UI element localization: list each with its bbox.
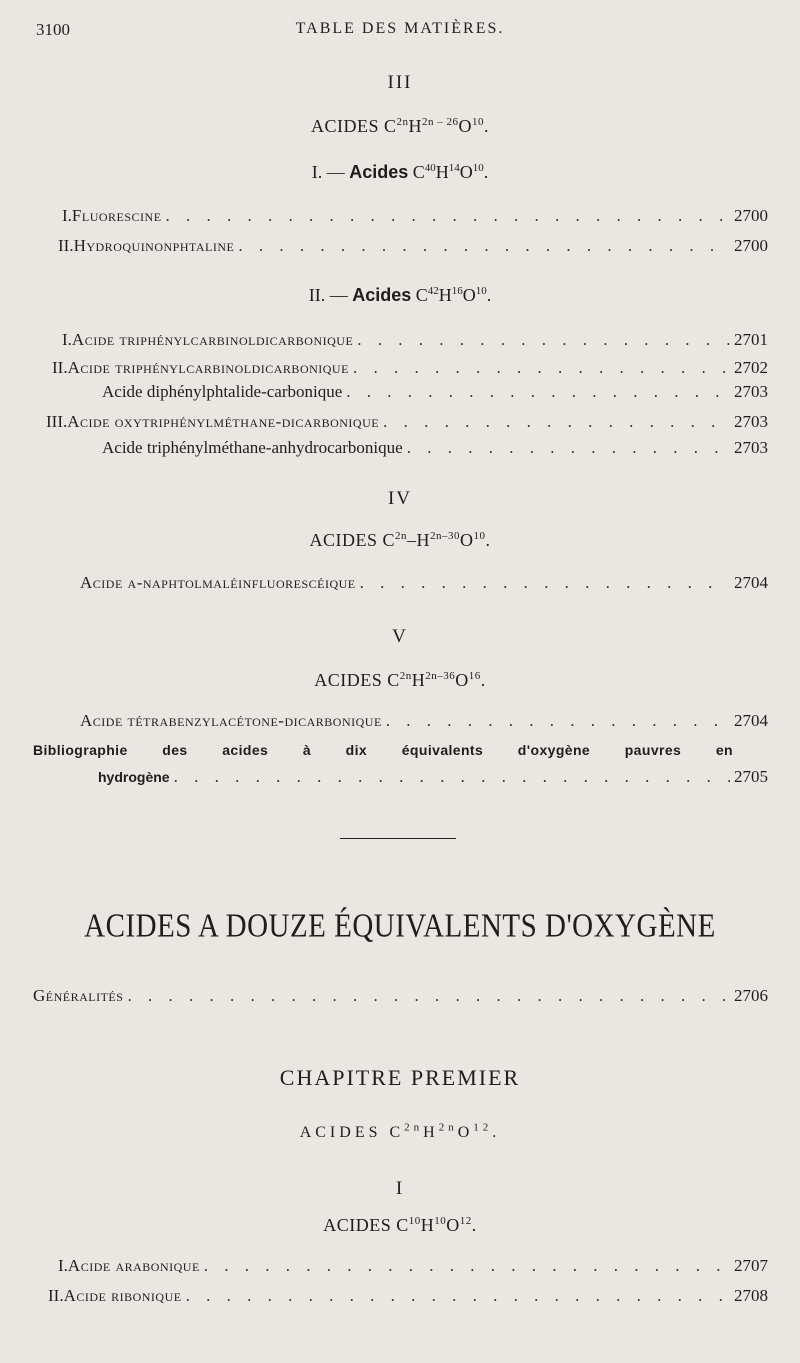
entry-label: Fluorescine [71, 206, 162, 225]
toc-entry[interactable] [62, 206, 768, 226]
entry-number: II. [58, 236, 74, 255]
section-iv-formula: ACIDES $C^{2n}-H^{2n-30}O^{10}$. [309, 530, 491, 550]
entry-page-number: 2703 [734, 412, 768, 431]
entry-label: Hydroquinonphtaline [73, 236, 235, 255]
subsection-heading-i: I. — Acides $C^{40}H^{14}O^{10}$. [311, 162, 489, 182]
entry-page-number: 2703 [734, 438, 768, 457]
section-i-formula: ACIDES $C^{10}H^{10}O^{12}$. [323, 1215, 477, 1235]
entry-page-number: 2700 [734, 236, 768, 255]
leader-dots [360, 573, 730, 593]
section-divider [340, 838, 456, 839]
entry-page-number: 2707 [734, 1256, 768, 1275]
chapter-formula: ACIDES $C^{2n}H^{2n}O^{12}$. [299, 1121, 501, 1141]
entry-label: Acide diphénylphtalide-carbonique [102, 382, 343, 401]
entry-label: hydrogène [98, 769, 170, 785]
entry-number: I. [58, 1256, 68, 1275]
entry-label: Acide triphénylcarbinoldicarbonique [67, 358, 349, 377]
entry-number: II. [52, 358, 68, 377]
entry-number: III. [46, 412, 68, 431]
entry-page-number: 2704 [734, 573, 768, 592]
entry-label: Acide triphénylcarbinoldicarbonique [71, 330, 354, 349]
toc-entry[interactable] [62, 330, 768, 350]
leader-dots [357, 330, 730, 350]
entry-page-number: 2705 [734, 767, 768, 786]
entry-label: Acide ribonique [63, 1286, 182, 1305]
entry-label: Acide oxytriphénylméthane-dicarbonique [67, 412, 380, 431]
entry-label: Acide arabonique [67, 1256, 200, 1275]
entry-label: Acide tétrabenzylacétone-dicarbonique [80, 711, 382, 730]
toc-entry[interactable] [33, 986, 768, 1006]
entry-page-number: 2708 [734, 1286, 768, 1305]
entry-page-number: 2700 [734, 206, 768, 225]
leader-dots [407, 438, 730, 458]
leader-dots [166, 206, 730, 226]
chapter-heading: CHAPITRE PREMIER [279, 1065, 521, 1090]
section-iii-formula: ACIDES $C^{2n}H^{2n - 26}O^{10}$. [310, 116, 489, 136]
entry-number: II. [48, 1286, 64, 1305]
toc-entry[interactable] [80, 573, 768, 593]
entry-page-number: 2704 [734, 711, 768, 730]
toc-entry[interactable] [46, 412, 768, 432]
part-title: ACIDES A DOUZE ÉQUIVALENTS D'OXYGÈNE [84, 907, 716, 945]
bibliography-entry-line1[interactable]: Bibliographie des acides à dix équivalents d'oxygène pauvres en [33, 742, 733, 758]
leader-dots [346, 382, 730, 402]
toc-entry[interactable] [80, 711, 768, 731]
leader-dots [353, 358, 730, 378]
toc-entry[interactable] [58, 236, 768, 256]
toc-entry[interactable] [102, 382, 768, 402]
bibliography-entry[interactable] [98, 767, 768, 787]
entry-page-number: 2706 [734, 986, 768, 1005]
toc-entry[interactable] [102, 438, 768, 458]
running-title: TABLE DES MATIÈRES. [295, 20, 505, 37]
entry-label: Acide triphénylméthane-anhydrocarbonique [102, 438, 403, 457]
entry-number: I. [62, 330, 72, 349]
page-number: 3100 [36, 20, 70, 39]
toc-entry[interactable] [48, 1286, 768, 1306]
entry-page-number: 2703 [734, 382, 768, 401]
leader-dots [174, 767, 730, 787]
leader-dots [186, 1286, 730, 1306]
subsection-heading-ii: II. — Acides $C^{42}H^{16}O^{10}$. [308, 285, 492, 305]
section-numeral-iii: III [387, 72, 413, 93]
leader-dots [238, 236, 730, 256]
entry-page-number: 2701 [734, 330, 768, 349]
section-numeral-i: I [395, 1178, 405, 1199]
leader-dots [204, 1256, 730, 1276]
leader-dots [127, 986, 730, 1006]
section-numeral-v: V [392, 626, 408, 647]
section-numeral-iv: IV [387, 488, 413, 509]
section-v-formula: ACIDES $C^{2n}H^{2n-36}O^{16}$. [314, 670, 486, 690]
toc-entry[interactable] [52, 358, 768, 378]
entry-number: I. [62, 206, 72, 225]
entry-label: Acide α-naphtolmaléinfluorescéique [80, 573, 356, 592]
entry-page-number: 2702 [734, 358, 768, 377]
toc-entry[interactable] [58, 1256, 768, 1276]
entry-label: Généralités [33, 986, 124, 1005]
leader-dots [383, 412, 730, 432]
leader-dots [386, 711, 730, 731]
